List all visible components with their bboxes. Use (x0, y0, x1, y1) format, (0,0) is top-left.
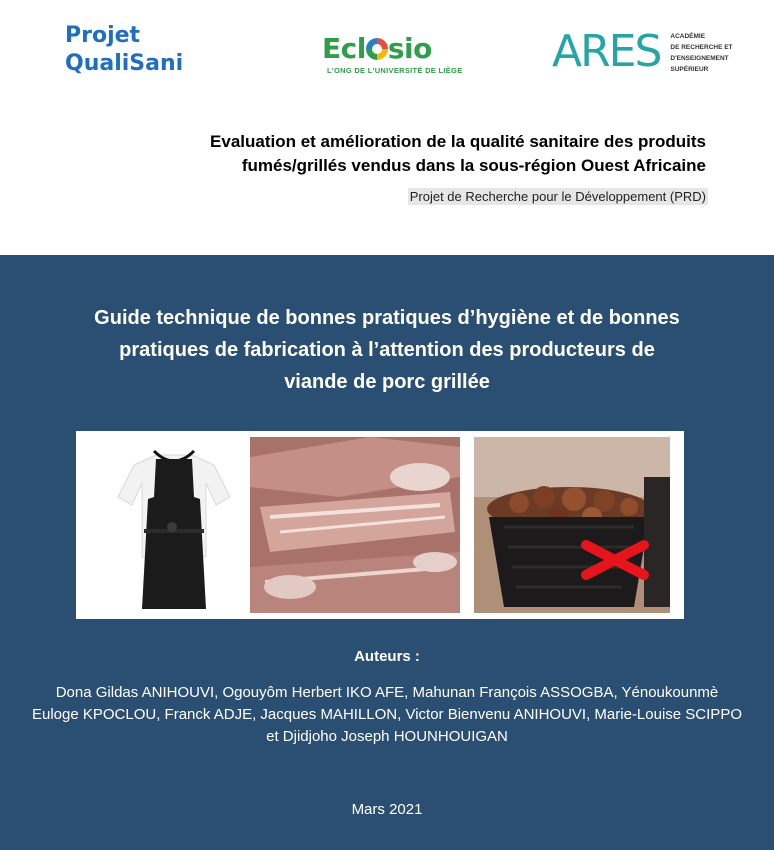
apron-image (94, 437, 254, 613)
grill-crossed-image (474, 437, 670, 613)
publication-date: Mars 2021 (351, 801, 423, 818)
header (0, 0, 774, 255)
cover-panel (0, 255, 774, 850)
meat-cutting-image (250, 437, 460, 613)
eclosio-tagline: L'ONG DE L'UNIVERSITÉ DE LIÈGE (327, 66, 463, 75)
photo-strip (76, 431, 684, 619)
authors-label: Auteurs : (354, 648, 420, 665)
ares-description: ACADÉMIE DE RECHERCHE ET D'ENSEIGNEMENT SUPÉRIEUR (670, 33, 733, 73)
authors-list: Dona Gildas ANIHOUVI, Ogouyôm Herbert IKO AFE, Mahunan François ASSOGBA, Yénoukounmè Euloge KPOCLOU, Franck ADJE, Jacques MAHILLON, Victor Bienvenu ANIHOUVI, Marie-Louise SCIPPO et Djidjoho Joseph HOUNHOUIGAN (31, 684, 742, 745)
report-title: Evaluation et amélioration de la qualité sanitaire des produits fumés/grillés vendus dans la sous-région Ouest Africaine (210, 132, 706, 175)
eclosio-o-icon (366, 38, 388, 60)
project-name: QualiSani (65, 51, 184, 76)
prd-label: Projet de Recherche pour le Développement (PRD) (409, 189, 706, 204)
guide-title: Guide technique de bonnes pratiques d’hygiène et de bonnes pratiques de fabrication à l’attention des producteurs de viande de porc grillée (94, 307, 680, 393)
qualisani-logo (65, 22, 183, 78)
eclosio-logo: Ecl sio L'ONG DE L'UNIVERSITÉ DE LIÈGE (322, 32, 463, 75)
project-label: Projet (65, 23, 141, 48)
ares-logo (552, 28, 740, 76)
ares-mark: ARES (552, 26, 661, 77)
